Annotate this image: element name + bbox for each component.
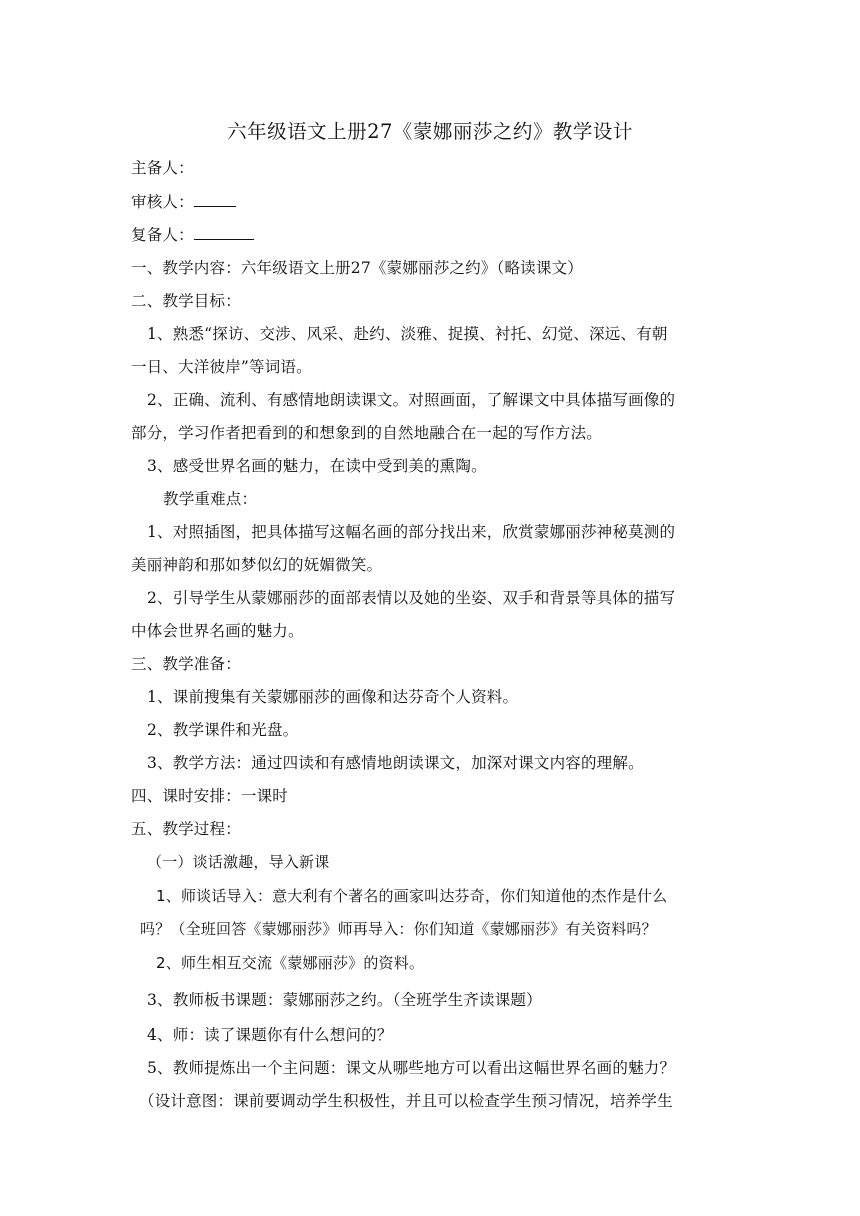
document-title: 六年级语文上册27《蒙娜丽莎之约》教学设计 <box>227 120 633 143</box>
preparer-label: 主备人： <box>131 159 194 177</box>
reviewer-line <box>131 190 236 212</box>
goal-2-line-2: 部分，学习作者把看到的和想象到的自然地融合在一起的写作方法。 <box>131 424 603 442</box>
key-point-2-line-2: 中体会世界名画的魅力。 <box>131 622 304 640</box>
preparation-1: 1、课前搜集有关蒙娜丽莎的画像和达芬奇个人资料。 <box>147 688 519 706</box>
key-point-1-line-2: 美丽神韵和那如梦似幻的妩媚微笑。 <box>131 556 383 574</box>
goal-2-line-1: 2、正确、流利、有感情地朗读课文。对照画面，了解课文中具体描写画像的 <box>147 391 676 409</box>
co-preparer-line <box>131 223 254 245</box>
section-content: 一、教学内容：六年级语文上册27《蒙娜丽莎之约》（略读课文） <box>131 259 583 277</box>
key-points-heading: 教学重难点： <box>163 490 258 508</box>
process-step-4: 4、师：读了课题你有什么想问的？ <box>147 1026 393 1044</box>
co-preparer-blank <box>194 225 254 240</box>
section-goals-heading: 二、教学目标： <box>131 292 241 310</box>
preparation-2: 2、教学课件和光盘。 <box>147 721 299 739</box>
process-step-1-line-1: 1、师谈话导入：意大利有个著名的画家叫达芬奇，你们知道他的杰作是什么 <box>156 887 668 905</box>
preparer-line <box>131 156 194 178</box>
design-intent-line: （设计意图：课前要调动学生积极性，并且可以检查学生预习情况，培养学生 <box>139 1092 673 1110</box>
section-process-heading: 五、教学过程： <box>131 820 241 838</box>
reviewer-label: 审核人： <box>131 193 194 211</box>
process-step-5: 5、教师提炼出一个主问题：课文从哪些地方可以看出这幅世界名画的魅力？ <box>147 1059 676 1077</box>
section-schedule: 四、课时安排：一课时 <box>131 787 289 805</box>
co-preparer-label: 复备人： <box>131 226 194 244</box>
goal-1-line-2: 一日、大洋彼岸”等词语。 <box>131 358 312 376</box>
reviewer-blank <box>194 192 236 207</box>
process-step-1-line-2: 吗？（全班回答《蒙娜丽莎》师再导入：你们知道《蒙娜丽莎》有关资料吗？ <box>140 920 657 938</box>
process-part-1-heading: （一）谈话激趣，导入新课 <box>147 853 330 871</box>
process-step-3: 3、教师板书课题：蒙娜丽莎之约。（全班学生齐读课题） <box>147 991 542 1009</box>
key-point-2-line-1: 2、引导学生从蒙娜丽莎的面部表情以及她的坐姿、双手和背景等具体的描写 <box>147 589 676 607</box>
goal-3: 3、感受世界名画的魅力，在读中受到美的熏陶。 <box>147 457 487 475</box>
section-preparation-heading: 三、教学准备： <box>131 655 241 673</box>
process-step-2: 2、师生相互交流《蒙娜丽莎》的资料。 <box>156 954 425 972</box>
key-point-1-line-1: 1、对照插图，把具体描写这幅名画的部分找出来，欣赏蒙娜丽莎神秘莫测的 <box>147 523 676 541</box>
goal-1-line-1: 1、熟悉“探访、交涉、风采、赴约、淡雅、捉摸、衬托、幻觉、深远、有朝 <box>147 325 668 343</box>
preparation-3: 3、教学方法：通过四读和有感情地朗读课文，加深对课文内容的理解。 <box>147 754 644 772</box>
